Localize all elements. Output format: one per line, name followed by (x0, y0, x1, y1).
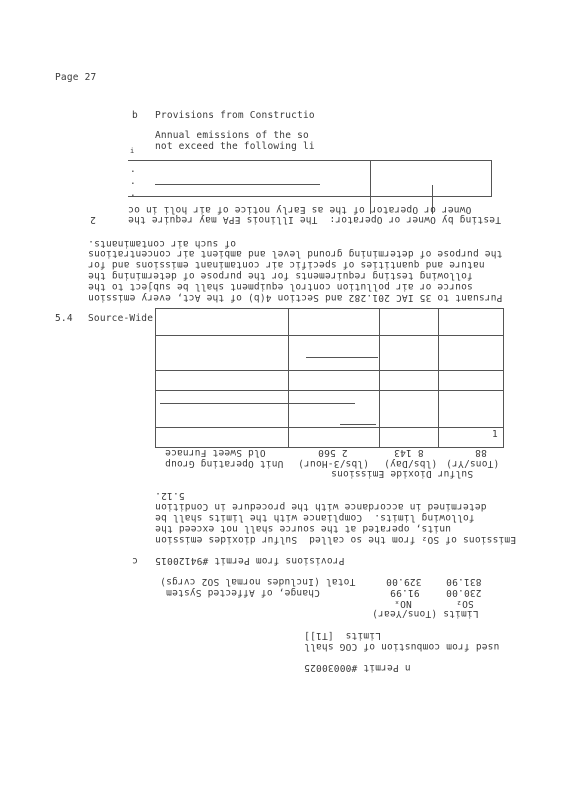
section-title-construction: Provisions from Constructio (155, 110, 315, 121)
bottom-value: 329.00 (386, 576, 422, 587)
paragraph-line: 5.12. (155, 490, 185, 501)
table-cell: 8 143 (394, 447, 424, 458)
paragraph-line: Emissions of SO₂ from the so called Sulfur dioxides emission (155, 534, 517, 545)
top-table-line (128, 160, 492, 161)
top-table-line (128, 196, 492, 197)
section-marker-c: c (132, 555, 138, 566)
table-row-divider (155, 427, 504, 428)
testing-paragraph-line: following testing requirements for the purpose of determining the (88, 270, 473, 281)
units-header: SO₂ (456, 598, 474, 609)
section-label-source-wide: Source-Wide (88, 313, 154, 324)
underline-blank (155, 184, 320, 185)
paragraph-line: units, operated at the source shall not exceed the (155, 523, 451, 534)
table-underline (306, 357, 378, 358)
table-cell: 88 (475, 447, 487, 458)
table-header: Sulfur Dioxide Emissions (331, 468, 474, 479)
testing-paragraph-line: source or air pollution control equipment shall be subject to the (88, 281, 473, 292)
testing-paragraph-line: nature and quantities of specific air contaminant emissions and for (88, 259, 485, 270)
bottom-row: Total (Includes normal SO2 cvrgs) (160, 576, 356, 587)
testing-paragraph-line: the purpose of determining ground level and ambient air concentrations (88, 248, 503, 259)
permit-provisions-heading: Provisions from Permit #94120015 (155, 555, 345, 566)
bottom-value: 230.00 (446, 587, 482, 598)
table-header: (lbs/3-Hour) (298, 458, 370, 469)
paragraph-line: determined in accordance with the procedure in Condition (155, 501, 487, 512)
limits-line: Limits [T1]] (304, 630, 381, 641)
table-header: (Tons/Yr) (446, 458, 500, 469)
bottom-value: 91.99 (390, 587, 420, 598)
paragraph-line: following limits. Compliance with the limits shall be (155, 512, 475, 523)
limits-line: used from combustion of COG shall (304, 641, 500, 652)
section-number-5-4: 5.4 (55, 313, 73, 324)
annual-emissions-line-2: not exceed the following li (155, 141, 315, 152)
table-cell: 2 560 (318, 447, 348, 458)
bottom-row: Change, of Affected System (166, 587, 320, 598)
table-corner-mark: 1 (492, 429, 498, 440)
owner-notice-line: Owner or Operator of the as Early notice of air holi in oc (128, 204, 472, 215)
table-row-divider (155, 390, 504, 391)
permit-number-line: n Permit #00030025 (304, 662, 411, 673)
list-dot: . (130, 176, 136, 187)
section-marker-b: b (132, 110, 138, 121)
table-underline (340, 424, 376, 425)
top-table-divider (491, 160, 492, 197)
units-caption: Limits (Tons/Year) (372, 608, 479, 619)
list-dot: . (130, 188, 136, 199)
testing-paragraph-line: Pursuant to 35 IAC 201.282 and Section 4(b) of the Act, every emission (88, 292, 503, 303)
testing-heading-line: Testing by Owner or Operator: The Illinois EPA may require the (128, 214, 501, 225)
page-number: Page 27 (55, 72, 97, 83)
table-header: (lbs/Day) (384, 458, 438, 469)
section-marker-2: 2 (90, 214, 96, 225)
bottom-value: 831.90 (446, 576, 482, 587)
table-row-divider (155, 335, 504, 336)
annual-emissions-line-1: Annual emissions of the so (155, 130, 309, 141)
testing-paragraph-line: of such air contaminants. (88, 238, 236, 249)
table-cell: Old Sweet Furnace (165, 447, 266, 458)
units-header: NOₓ (394, 598, 412, 609)
table-row-divider (155, 370, 504, 371)
list-dot: . (130, 164, 136, 175)
table-underline (160, 403, 355, 404)
table-header: Unit Operating Group (165, 458, 284, 469)
list-bullet: i (130, 147, 135, 155)
